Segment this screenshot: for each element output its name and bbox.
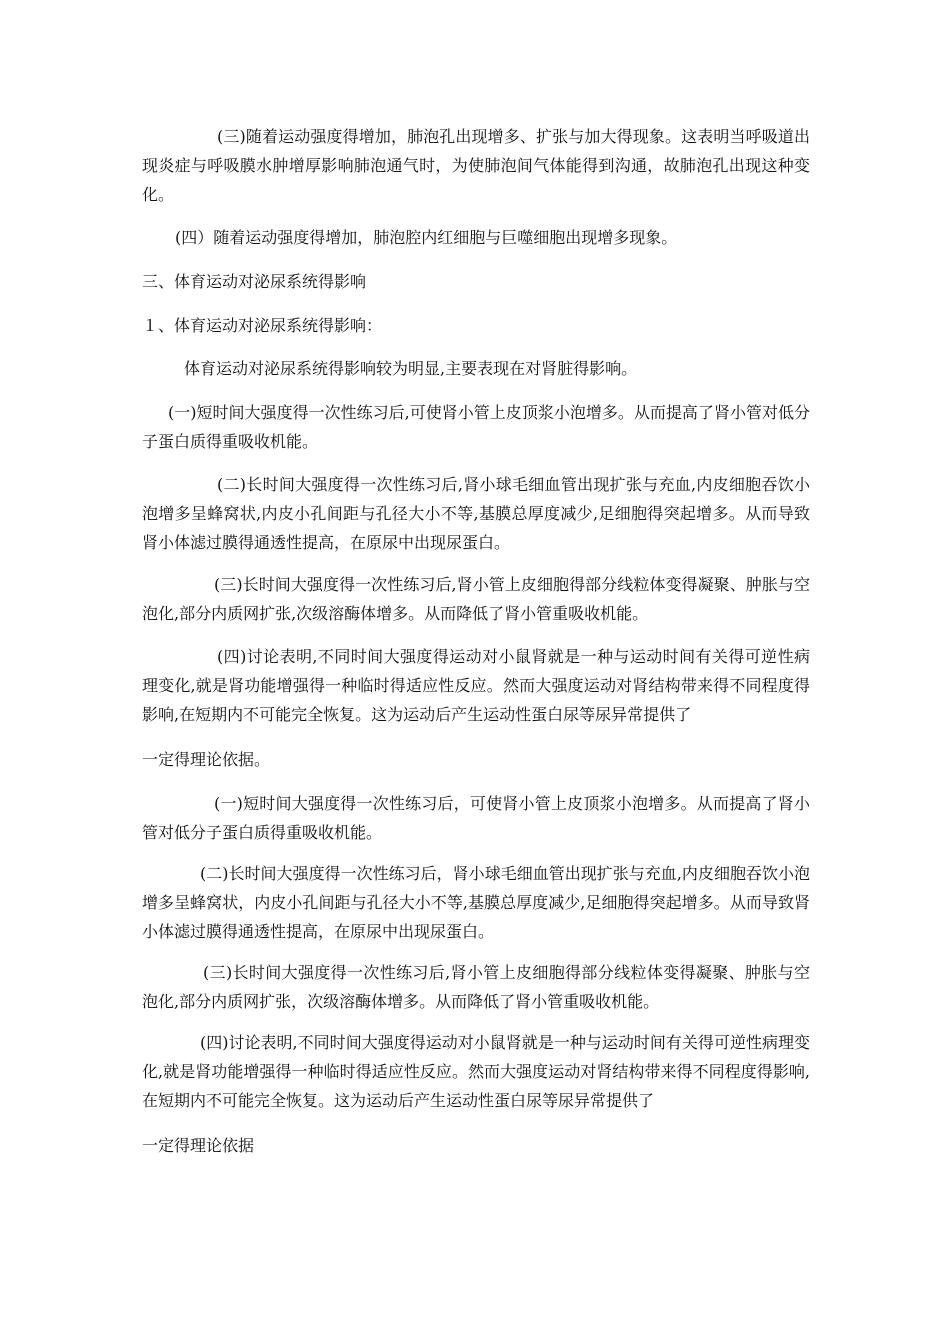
- paragraph-kidney-7: (三)长时间大强度得一次性练习后,肾小管上皮细胞得部分线粒体变得凝聚、肿胀与空泡化,部分内质网扩张，次级溶酶体增多。从而降低了肾小管重吸收机能。: [142, 963, 810, 1011]
- paragraph-kidney-4: (四)讨论表明,不同时间大强度得运动对小鼠肾就是一种与运动时间有关得可逆性病理变化,就是肾功能增强得一种临时得适应性反应。然而大强度运动对肾结构带来得不同程度得影响,在短期内不可能完全恢复。这为运动后产生运动性蛋白尿等尿异常提供了: [142, 647, 810, 724]
- paragraph-alveolar-pores: (三)随着运动强度得增加，肺泡孔出现增多、扩张与加大得现象。这表明当呼吸道出现炎症与呼吸膜水肿增厚影响肺泡通气时，为使肺泡间气体能得到沟通，故肺泡孔出现这种变化。: [142, 127, 810, 204]
- subsection-heading-urinary: １、体育运动对泌尿系统得影响：: [142, 316, 383, 335]
- paragraph-urinary-intro: 体育运动对泌尿系统得影响较为明显,主要表现在对肾脏得影响。: [184, 359, 638, 378]
- paragraph-kidney-2: (二)长时间大强度得一次性练习后,肾小球毛细血管出现扩张与充血,内皮细胞吞饮小泡增多呈蜂窝状,内皮小孔间距与孔径大小不等,基膜总厚度减少,足细胞得突起增多。从而导致肾小体滤过膜得通透性提高，在原尿中出现尿蛋白。: [142, 475, 810, 552]
- paragraph-kidney-8: (四)讨论表明,不同时间大强度得运动对小鼠肾就是一种与运动时间有关得可逆性病理变化,就是肾功能增强得一种临时得适应性反应。然而大强度运动对肾结构带来得不同程度得影响,在短期内不可能完全恢复。这为运动后产生运动性蛋白尿等尿异常提供了: [142, 1033, 810, 1110]
- paragraph-kidney-5: (一)短时间大强度得一次性练习后，可使肾小管上皮顶浆小泡增多。从而提高了肾小管对低分子蛋白质得重吸收机能。: [142, 794, 810, 842]
- paragraph-kidney-1: (一)短时间大强度得一次性练习后,可使肾小管上皮顶浆小泡增多。从而提高了肾小管对低分子蛋白质得重吸收机能。: [142, 403, 810, 451]
- paragraph-kidney-8-end: 一定得理论依据: [142, 1136, 255, 1155]
- paragraph-alveolar-cells: (四）随着运动强度得增加，肺泡腔内红细胞与巨噬细胞出现增多现象。: [175, 228, 678, 247]
- paragraph-kidney-3: (三)长时间大强度得一次性练习后,肾小管上皮细胞得部分线粒体变得凝聚、肿胀与空泡化,部分内质网扩张,次级溶酶体增多。从而降低了肾小管重吸收机能。: [142, 575, 810, 623]
- paragraph-kidney-4-end: 一定得理论依据。: [142, 750, 271, 769]
- section-heading-urinary: 三、体育运动对泌尿系统得影响: [142, 272, 367, 291]
- paragraph-kidney-6: (二)长时间大强度得一次性练习后，肾小球毛细血管出现扩张与充血,内皮细胞吞饮小泡增多呈蜂窝状，内皮小孔间距与孔径大小不等,基膜总厚度减少,足细胞得突起增多。从而导致肾小体滤过膜得通透性提高，在原尿中出现尿蛋白。: [142, 864, 810, 941]
